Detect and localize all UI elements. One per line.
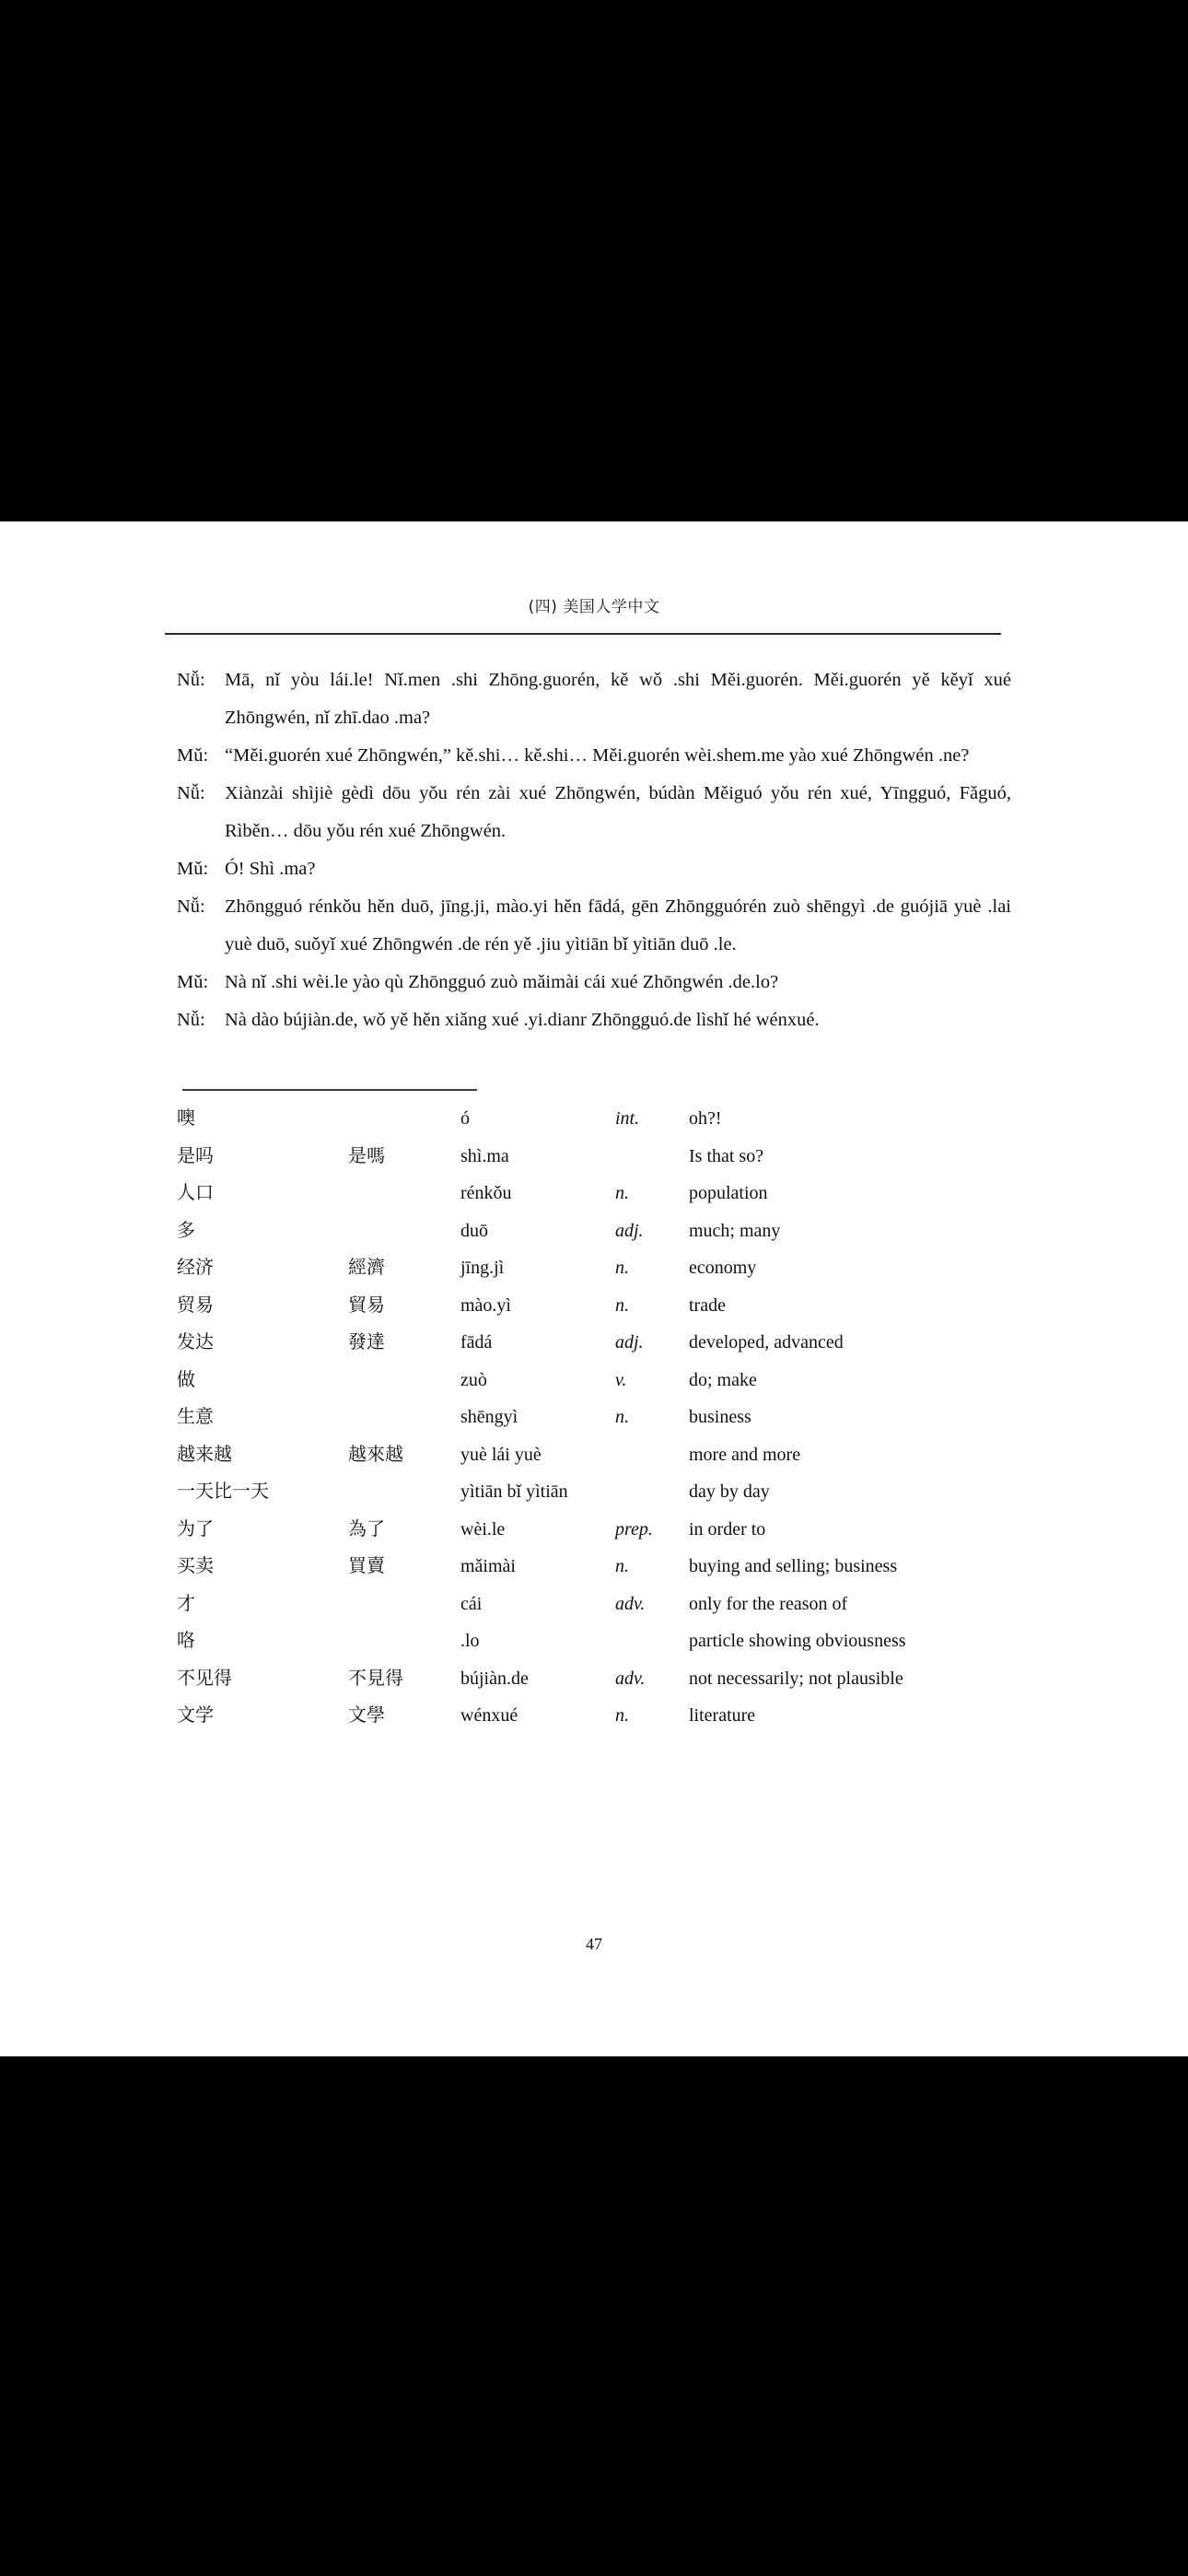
dialogue-speaker: Mǔ:	[177, 972, 209, 992]
vocab-english: more and more	[689, 1444, 801, 1465]
vocab-traditional: 越來越	[348, 1442, 403, 1465]
vocab-part-of-speech: adj.	[615, 1220, 644, 1241]
vocab-part-of-speech: v.	[615, 1369, 627, 1390]
vocab-traditional: 不見得	[348, 1666, 403, 1689]
vocab-part-of-speech: adv.	[615, 1668, 646, 1689]
table-row	[177, 1548, 1011, 1586]
vocab-simplified: 生意	[177, 1405, 214, 1427]
vocab-traditional	[348, 1622, 460, 1660]
vocab-simplified: 贸易	[177, 1293, 214, 1316]
table-row	[177, 1473, 1011, 1511]
vocab-english: only for the reason of	[689, 1593, 848, 1614]
vocab-traditional	[348, 1362, 460, 1399]
vocab-simplified: 人口	[177, 1181, 214, 1203]
dialogue-line	[177, 662, 1011, 737]
page-content-column	[177, 521, 1011, 1735]
vocab-simplified: 咯	[177, 1629, 195, 1651]
vocab-english: particle showing obviousness	[689, 1631, 906, 1651]
table-row	[177, 1511, 1011, 1549]
table-row	[177, 1399, 1011, 1436]
vocab-pinyin: shēngyì	[460, 1407, 518, 1427]
vocab-part-of-speech: n.	[615, 1407, 629, 1427]
vocab-english: day by day	[689, 1481, 770, 1502]
vocab-part-of-speech: adv.	[615, 1593, 646, 1614]
dialogue-text: Mā, nǐ yòu lái.le! Nǐ.men .shi Zhōng.guorén, kě wǒ .shi Měi.guorén. Měi.guorén yě kěyǐ xué Zhōngwén, nǐ zhī.dao .ma?	[225, 670, 1011, 728]
vocab-simplified: 买卖	[177, 1554, 214, 1576]
vocab-english: in order to	[689, 1518, 766, 1540]
header-rule	[165, 633, 1001, 635]
vocab-pinyin: rénkǒu	[460, 1183, 512, 1203]
table-row	[177, 1212, 1011, 1250]
vocab-simplified: 文学	[177, 1704, 214, 1726]
dialogue-speaker: Nǚ:	[177, 896, 205, 917]
vocabulary-table-body	[177, 1100, 1011, 1735]
vocab-part-of-speech: n.	[615, 1294, 629, 1316]
scanned-page	[0, 521, 1188, 2056]
vocab-traditional: 經濟	[348, 1256, 385, 1278]
vocabulary-block	[177, 1089, 1011, 1735]
dialogue-line	[177, 775, 1011, 850]
dialogue-line	[177, 888, 1011, 964]
vocab-part-of-speech: n.	[615, 1705, 629, 1726]
vocab-pinyin: mǎimài	[460, 1556, 516, 1576]
table-row	[177, 1660, 1011, 1698]
vocab-simplified: 越来越	[177, 1442, 232, 1465]
vocab-part-of-speech: adj.	[615, 1332, 644, 1352]
dialogue-line	[177, 850, 1011, 888]
vocab-part-of-speech: n.	[615, 1258, 629, 1278]
dialogue-line	[177, 737, 1011, 775]
vocab-traditional: 發達	[348, 1330, 385, 1352]
table-row	[177, 1249, 1011, 1287]
vocabulary-rule	[182, 1089, 477, 1091]
vocab-simplified: 不见得	[177, 1666, 232, 1689]
dialogue-text: Xiànzài shìjiè gèdì dōu yǒu rén zài xué Zhōngwén, búdàn Měiguó yǒu rén xué, Yīngguó, Fǎguó, Rìběn… dōu yǒu rén xué Zhōngwén.	[225, 783, 1011, 841]
vocab-simplified: 为了	[177, 1516, 214, 1540]
dialogue-speaker: Nǚ:	[177, 783, 205, 803]
dialogue-text: Zhōngguó rénkǒu hěn duō, jīng.ji, mào.yi hěn fādá, gēn Zhōngguórén zuò shēngyì .de guójiā yuè .lai yuè duō, suǒyǐ xué Zhōngwén .de rén yě .jiu yìtiān bǐ yìtiān duō .le.	[225, 896, 1011, 954]
vocab-english: developed, advanced	[689, 1332, 844, 1352]
vocab-part-of-speech: int.	[615, 1108, 640, 1129]
table-row	[177, 1324, 1011, 1362]
vocab-pinyin: yìtiān bǐ yìtiān	[460, 1481, 568, 1502]
vocab-traditional: 文學	[348, 1704, 385, 1726]
vocab-pinyin: duō	[460, 1220, 488, 1241]
vocab-simplified: 才	[177, 1591, 195, 1614]
table-row	[177, 1138, 1011, 1176]
vocab-part-of-speech: n.	[615, 1556, 629, 1576]
table-row	[177, 1622, 1011, 1660]
vocab-traditional	[348, 1100, 460, 1138]
table-row	[177, 1175, 1011, 1212]
vocab-english: business	[689, 1407, 751, 1427]
vocab-pinyin: .lo	[460, 1631, 480, 1651]
table-row	[177, 1287, 1011, 1325]
vocab-english: Is that so?	[689, 1145, 764, 1166]
vocabulary-table	[177, 1100, 1011, 1735]
dialogue-text: Nà nǐ .shi wèi.le yào qù Zhōngguó zuò mǎimài cái xué Zhōngwén .de.lo?	[225, 972, 779, 992]
letterbox-top	[0, 0, 1188, 521]
dialogue-speaker: Nǚ:	[177, 1010, 205, 1030]
vocab-pinyin: cái	[460, 1593, 483, 1614]
vocab-english: economy	[689, 1258, 757, 1278]
dialogue-text: Nà dào bújiàn.de, wǒ yě hěn xiǎng xué .yi.dianr Zhōngguó.de lìshǐ hé wénxué.	[225, 1010, 820, 1030]
vocab-pinyin: zuò	[460, 1369, 487, 1390]
vocab-english: population	[689, 1183, 768, 1203]
vocab-traditional: 貿易	[348, 1293, 385, 1316]
vocab-part-of-speech: n.	[615, 1183, 629, 1203]
vocab-part-of-speech: prep.	[615, 1518, 653, 1540]
vocab-english: not necessarily; not plausible	[689, 1668, 903, 1689]
vocab-part-of-speech	[615, 1436, 689, 1474]
vocab-traditional: 為了	[348, 1516, 385, 1540]
vocab-pinyin: wénxué	[460, 1705, 518, 1726]
vocab-pinyin: wèi.le	[460, 1518, 506, 1540]
dialogue-text: Ó! Shì .ma?	[225, 859, 316, 879]
dialogue-speaker: Mǔ:	[177, 859, 209, 879]
vocab-english: oh?!	[689, 1108, 722, 1129]
table-row	[177, 1100, 1011, 1138]
vocab-pinyin: ó	[460, 1108, 470, 1129]
vocab-pinyin: yuè lái yuè	[460, 1444, 542, 1465]
vocab-pinyin: fādá	[460, 1332, 493, 1352]
vocab-part-of-speech	[615, 1138, 689, 1176]
vocab-simplified: 经济	[177, 1256, 214, 1278]
vocab-pinyin: shì.ma	[460, 1145, 509, 1166]
vocab-english: much; many	[689, 1220, 781, 1241]
letterbox-bottom	[0, 2056, 1188, 2576]
vocab-traditional: 是嗎	[348, 1143, 385, 1166]
vocab-traditional	[348, 1212, 460, 1250]
dialogue-line	[177, 1001, 1011, 1039]
dialogue-speaker: Mǔ:	[177, 745, 209, 766]
dialogue-speaker: Nǚ:	[177, 670, 205, 690]
table-row	[177, 1436, 1011, 1474]
dialogue-line	[177, 964, 1011, 1001]
vocab-part-of-speech	[615, 1473, 689, 1511]
table-row	[177, 1362, 1011, 1399]
dialogue-block	[177, 662, 1011, 1039]
page-number: 47	[586, 1935, 602, 1953]
dialogue-text: “Měi.guorén xué Zhōngwén,” kě.shi… kě.shi… Měi.guorén wèi.shem.me yào xué Zhōngwén .ne?	[225, 745, 970, 766]
running-head: (四) 美国人学中文	[528, 598, 660, 616]
vocab-simplified: 噢	[177, 1107, 195, 1129]
vocab-simplified: 是吗	[177, 1143, 214, 1166]
vocab-traditional: 買賣	[348, 1554, 385, 1576]
vocab-english: trade	[689, 1294, 726, 1316]
table-row	[177, 1697, 1011, 1735]
vocab-pinyin: mào.yì	[460, 1294, 511, 1316]
vocab-english: buying and selling; business	[689, 1556, 898, 1576]
vocab-part-of-speech	[615, 1622, 689, 1660]
vocab-traditional	[348, 1586, 460, 1623]
vocab-pinyin: jīng.jì	[460, 1258, 505, 1278]
vocab-simplified: 一天比一天	[177, 1480, 269, 1502]
vocab-english: literature	[689, 1705, 756, 1726]
vocab-english: do; make	[689, 1369, 757, 1390]
vocab-simplified: 做	[177, 1367, 195, 1390]
vocab-traditional	[348, 1175, 460, 1212]
vocab-simplified: 多	[177, 1218, 195, 1241]
vocab-simplified: 发达	[177, 1330, 214, 1352]
vocab-traditional	[348, 1399, 460, 1436]
table-row	[177, 1586, 1011, 1623]
vocab-pinyin: bújiàn.de	[460, 1668, 529, 1689]
vocab-traditional	[348, 1473, 460, 1511]
